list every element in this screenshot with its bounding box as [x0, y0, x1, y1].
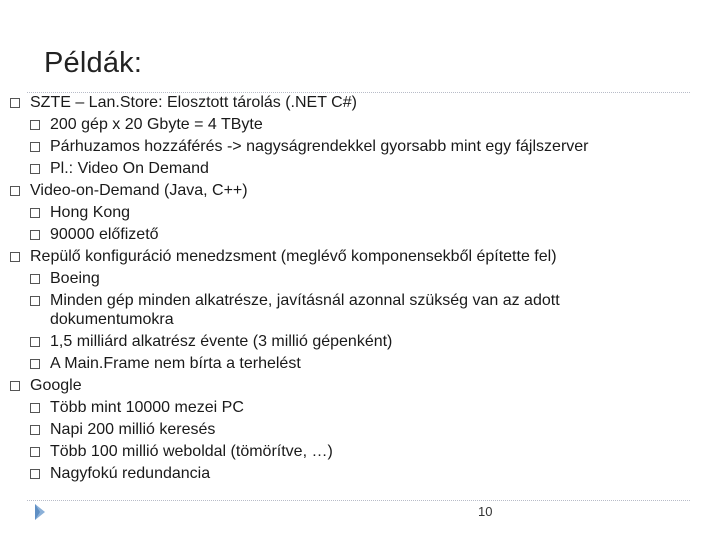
sub-bullet-text: Minden gép minden alkatrésze, javításnál azonnal szükség van az adott	[50, 292, 560, 309]
checkbox-icon	[30, 359, 40, 369]
sub-bullet-text: Több 100 millió weboldal (tömörítve, …)	[50, 443, 333, 460]
checkbox-icon	[30, 469, 40, 479]
checkbox-icon	[30, 447, 40, 457]
bullet-item	[0, 180, 700, 202]
checkbox-icon	[30, 296, 40, 306]
sub-bullet-text: Több mint 10000 mezei PC	[50, 399, 244, 416]
bullet-text: Repülő konfiguráció menedzsment (meglévő komponensekből építette fel)	[30, 248, 557, 265]
sub-bullet-item	[0, 202, 700, 224]
sub-bullet-text: Boeing	[50, 270, 100, 287]
sub-bullet-text: 200 gép x 20 Gbyte = 4 TByte	[50, 116, 263, 133]
checkbox-icon	[30, 208, 40, 218]
sub-bullet-text: 1,5 milliárd alkatrész évente (3 millió gépenként)	[50, 333, 393, 350]
sub-bullet-item	[0, 441, 700, 463]
sub-bullet-text: A Main.Frame nem bírta a terhelést	[50, 355, 301, 372]
sub-bullet-item	[0, 136, 700, 158]
sub-bullet-item	[0, 397, 700, 419]
sub-bullet-item	[0, 419, 700, 441]
sub-bullet-item	[0, 463, 700, 485]
footer-divider	[27, 500, 690, 501]
chevron-right-icon	[33, 503, 47, 521]
bullet-item	[0, 246, 700, 268]
checkbox-icon	[30, 142, 40, 152]
sub-bullet-text: Hong Kong	[50, 204, 131, 221]
sub-bullet-text: Napi 200 millió keresés	[50, 421, 216, 438]
checkbox-icon	[30, 164, 40, 174]
bullet-item	[0, 92, 700, 114]
sub-bullet-text: Párhuzamos hozzáférés -> nagyságrendekkel gyorsabb mint egy fájlszerver	[50, 138, 589, 155]
checkbox-icon	[30, 274, 40, 284]
sub-bullet-item	[0, 114, 700, 136]
page-number: 10	[478, 504, 493, 519]
sub-bullet-item	[0, 224, 700, 246]
checkbox-icon	[30, 425, 40, 435]
sub-bullet-item	[0, 331, 700, 353]
sub-bullet-text: Pl.: Video On Demand	[50, 160, 209, 177]
sub-bullet-continuation	[0, 309, 700, 331]
sub-bullet-item	[0, 353, 700, 375]
checkbox-icon	[10, 252, 20, 262]
checkbox-icon	[30, 337, 40, 347]
checkbox-icon	[30, 403, 40, 413]
bullet-text: SZTE – Lan.Store: Elosztott tárolás (.NET C#)	[30, 94, 357, 111]
bullet-text: Video-on-Demand (Java, C++)	[30, 182, 248, 199]
slide-title: Példák:	[44, 47, 143, 79]
checkbox-icon	[10, 381, 20, 391]
checkbox-icon	[10, 186, 20, 196]
checkbox-icon	[30, 230, 40, 240]
checkbox-icon	[30, 120, 40, 130]
sub-bullet-item	[0, 268, 700, 290]
sub-bullet-text: 90000 előfizető	[50, 226, 159, 243]
checkbox-icon	[10, 98, 20, 108]
sub-bullet-text: Nagyfokú redundancia	[50, 465, 211, 482]
sub-bullet-item	[0, 158, 700, 180]
bullet-item	[0, 375, 700, 397]
bullet-text: Google	[30, 377, 82, 394]
sub-bullet-text: dokumentumokra	[50, 311, 174, 328]
